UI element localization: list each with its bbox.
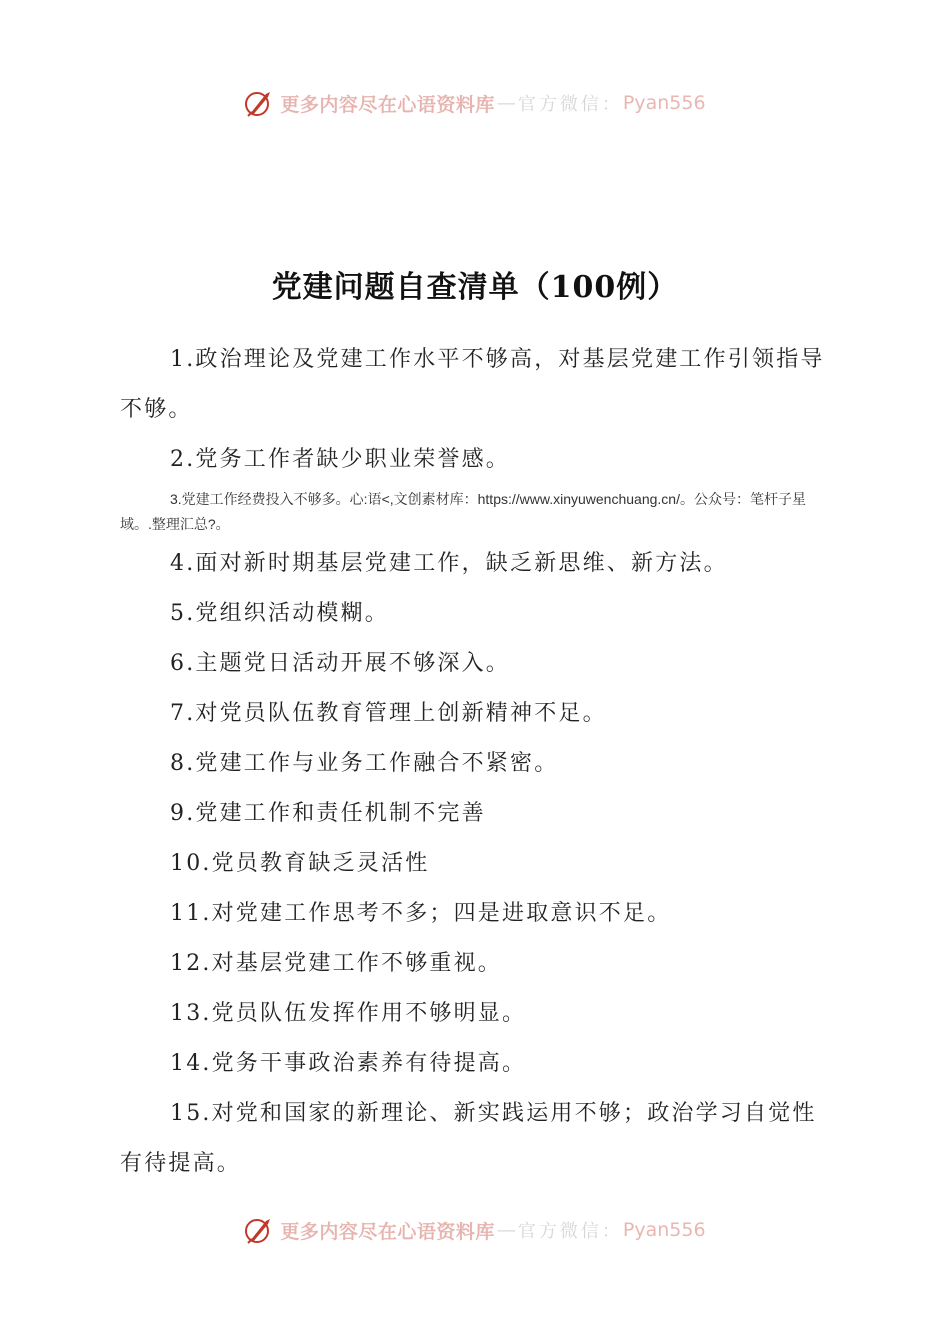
footer-watermark [0,1208,950,1252]
list-item: 9.党建工作和责任机制不完善 [170,801,486,826]
header-watermark [0,81,950,125]
list-item: 5.党组织活动模糊。 [170,601,389,626]
list-item: 15.对党和国家的新理论、新实践运用不够；政治学习自觉性有待提高。 [120,1101,817,1176]
list-item: 7.对党员队伍教育管理上创新精神不足。 [170,701,607,726]
list-item: 13.党员队伍发挥作用不够明显。 [170,1001,527,1026]
watermark-separator: — [496,1219,516,1241]
list-item: 2.党务工作者缺少职业荣誉感。 [170,447,510,472]
list-item: 10.党员教育缺乏灵活性 [170,851,430,876]
watermark-site-text: 更多内容尽在心语资料库 [280,1220,495,1243]
list-item: 8.党建工作与业务工作融合不紧密。 [170,751,559,776]
watermark-site-text: 更多内容尽在心语资料库 [280,93,495,116]
watermark-wechat-id: Pyan556 [622,92,706,114]
watermark-wechat-id: Pyan556 [622,1219,706,1241]
list-item: 4.面对新时期基层党建工作，缺乏新思维、新方法。 [170,551,728,576]
list-item: 14.党务干事政治素养有待提高。 [170,1051,527,1076]
watermark-label: 官方微信： [517,94,623,115]
quill-pen-logo-icon [244,1215,274,1245]
document-title: 党建问题自查清单（100例） [271,270,679,305]
quill-pen-logo-icon [244,88,274,118]
list-item: 3.党建工作经费投入不够多。心:语<,文创素材库：https://www.xinyuwenchuang.cn/。公众号：笔杆子星域。.整理汇总?。 [120,491,806,532]
list-item: 6.主题党日活动开展不够深入。 [170,651,510,676]
list-item: 1.政治理论及党建工作水平不够高，对基层党建工作引领指导不够。 [120,347,825,422]
list-item: 12.对基层党建工作不够重视。 [170,951,502,976]
list-item: 11.对党建工作思考不多；四是进取意识不足。 [170,901,672,926]
watermark-label: 官方微信： [517,1221,623,1242]
watermark-separator: — [496,92,516,114]
document-body [120,335,832,1189]
